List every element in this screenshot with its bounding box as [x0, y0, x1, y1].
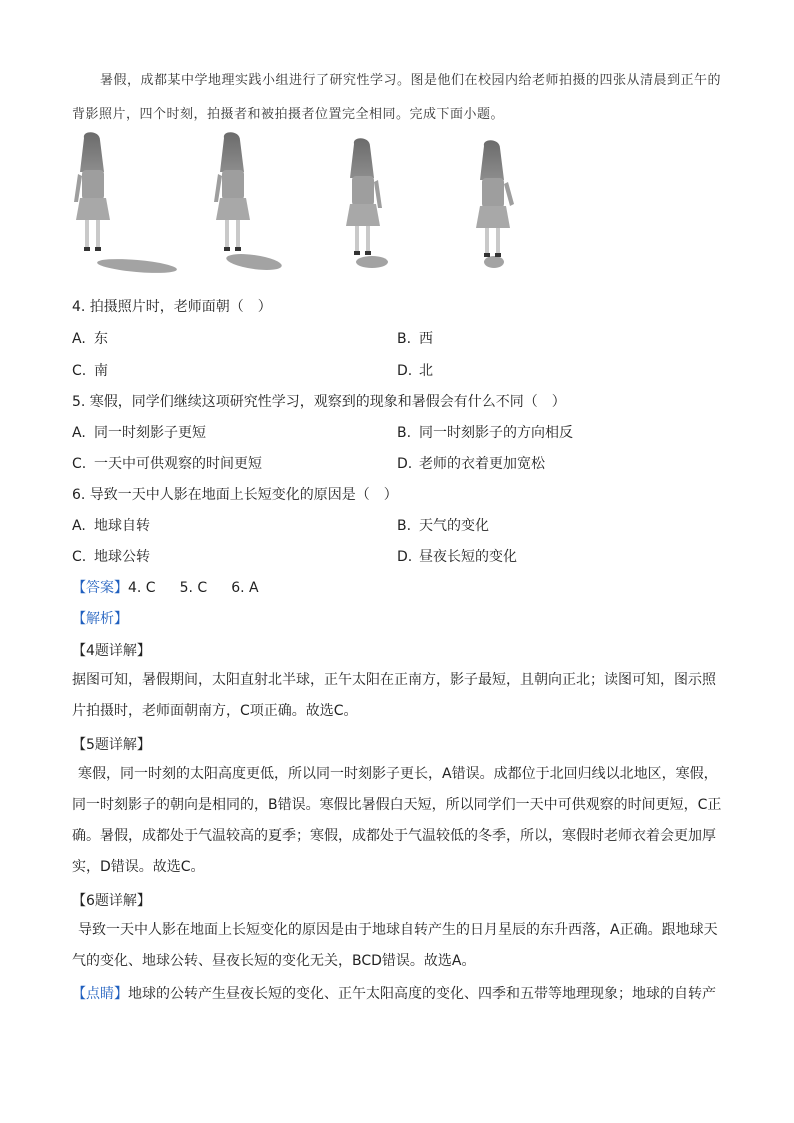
q4-option-c[interactable] [72, 360, 108, 380]
option-text: 一天中可供观察的时间更短 [94, 456, 262, 472]
intro-text: 暑假，成都某中学地理实践小组进行了研究性学习。图是他们在校园内给老师拍摄的四张从清晨到正午的背影照片，四个时刻，拍摄者和被拍摄者位置完全相同。完成下面小题。 [72, 73, 722, 122]
teacher-photo-4 [476, 140, 514, 268]
option-text: 东 [94, 331, 108, 347]
teacher-photo-3 [346, 138, 388, 268]
detail-6-text: 导致一天中人影在地面上长短变化的原因是由于地球自转产生的日月星辰的东升西落，A正确。跟地球天气的变化、地球公转、昼夜长短的变化无关，BCD错误。故选A。 [72, 922, 718, 969]
option-key: A. [72, 518, 86, 534]
teacher-photo-2 [214, 132, 283, 273]
question-4-stem: 4. 拍摄照片时，老师面朝（ ） [72, 299, 272, 315]
option-key: B. [397, 425, 412, 441]
detail-4-text: 据图可知，暑假期间，太阳直射北半球，正午太阳在正南方，影子最短，且朝向正北；读图可知，图示照片拍摄时，老师面朝南方，C项正确。故选C。 [72, 672, 716, 719]
option-key: C. [72, 549, 87, 565]
q4-option-d[interactable] [397, 360, 433, 380]
detail-5-text: 寒假，同一时刻的太阳高度更低，所以同一时刻影子更长，A错误。成都位于北回归线以北地区，寒假，同一时刻影子的朝向是相同的，B错误。寒假比暑假白天短，所以同学们一天中可供观察的时间更短，C正确。暑假，成都处于气温较高的夏季；寒假，成都处于气温较低的冬季，所以，寒假时老师衣着会更加厚实，D错误。故选C。 [72, 766, 722, 875]
q5-option-d[interactable] [397, 453, 545, 473]
option-text: 昼夜长短的变化 [419, 549, 517, 565]
answer-6: 6. A [231, 580, 259, 596]
answer-label: 【答案】 [72, 580, 128, 596]
option-key: D. [397, 456, 413, 472]
q6-option-d[interactable] [397, 546, 517, 566]
question-6-stem: 6. 导致一天中人影在地面上长短变化的原因是（ ） [72, 487, 398, 503]
option-text: 北 [419, 363, 433, 379]
option-key: B. [397, 331, 412, 347]
q5-option-b[interactable] [397, 422, 573, 442]
option-text: 西 [419, 331, 433, 347]
q6-option-b[interactable] [397, 515, 489, 535]
teacher-photo-1 [74, 132, 177, 275]
option-key: A. [72, 425, 86, 441]
answer-5: 5. C [179, 580, 208, 596]
q4-option-a[interactable] [72, 328, 108, 348]
option-text: 同一时刻影子更短 [94, 425, 206, 441]
option-text: 老师的衣着更加宽松 [419, 456, 545, 472]
answer-line [72, 577, 259, 597]
shadow-photos-figure [72, 132, 532, 282]
detail-6-title: 【6题详解】 [72, 893, 151, 909]
detail-4-title: 【4题详解】 [72, 643, 151, 659]
analysis-label: 【解析】 [72, 611, 128, 627]
option-text: 天气的变化 [419, 518, 489, 534]
detail-5-title: 【5题详解】 [72, 737, 151, 753]
option-key: D. [397, 363, 413, 379]
q6-option-a[interactable] [72, 515, 150, 535]
question-5-stem: 5. 寒假，同学们继续这项研究性学习，观察到的现象和暑假会有什么不同（ ） [72, 394, 566, 410]
intro-paragraph [72, 64, 722, 132]
option-key: B. [397, 518, 412, 534]
detail-4-body [72, 665, 722, 727]
q5-option-a[interactable] [72, 422, 206, 442]
option-text: 地球公转 [94, 549, 150, 565]
option-text: 地球自转 [94, 518, 150, 534]
dianjing-text: 地球的公转产生昼夜长短的变化、正午太阳高度的变化、四季和五带等地理现象；地球的自转产 [128, 986, 716, 1002]
option-key: D. [397, 549, 413, 565]
q4-option-b[interactable] [397, 328, 433, 348]
option-key: C. [72, 456, 87, 472]
option-text: 南 [94, 363, 108, 379]
detail-5-body [72, 759, 722, 883]
dianjing-block [72, 979, 722, 1010]
q5-option-c[interactable] [72, 453, 262, 473]
dianjing-label: 【点睛】 [72, 986, 128, 1002]
q6-option-c[interactable] [72, 546, 150, 566]
answer-4: 4. C [128, 580, 156, 596]
option-key: A. [72, 331, 86, 347]
option-key: C. [72, 363, 87, 379]
detail-6-body [72, 915, 722, 977]
option-text: 同一时刻影子的方向相反 [419, 425, 573, 441]
